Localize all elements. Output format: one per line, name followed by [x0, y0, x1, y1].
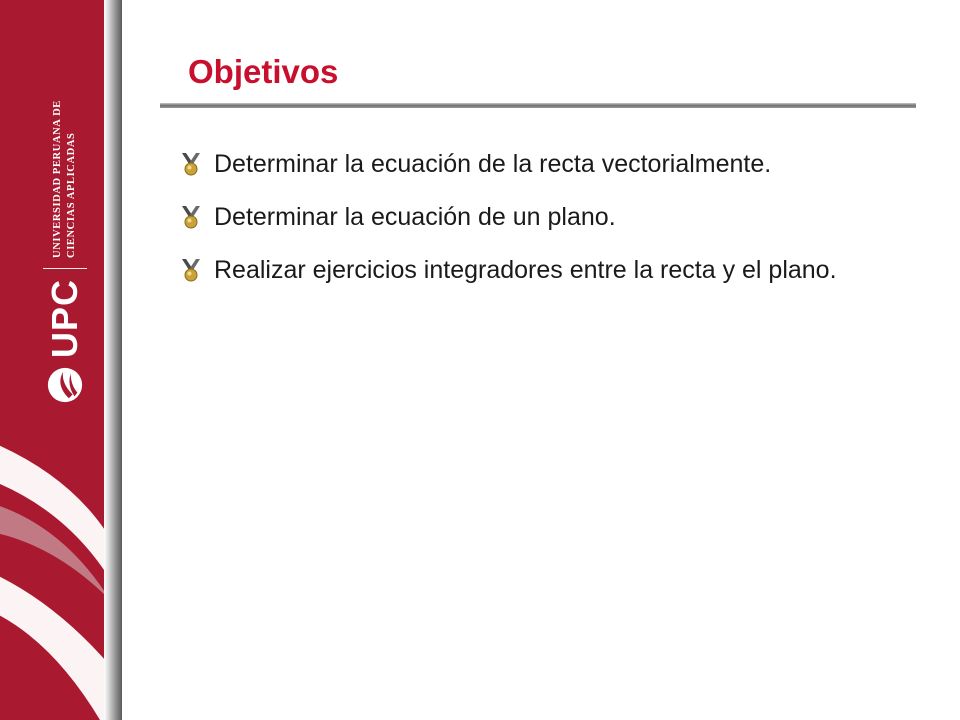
bullet-text: Realizar ejercicios integradores entre la recta y el plano. [214, 256, 837, 284]
objectives-list [178, 146, 898, 305]
logo-upc-text: UPC [44, 278, 85, 358]
list-item [178, 252, 898, 288]
slide-title: Objetivos [188, 53, 339, 90]
brand-sidebar [0, 0, 122, 720]
logo-divider [43, 268, 87, 269]
medal-bullet-icon [178, 257, 204, 283]
logo-university-name [51, 100, 79, 258]
medal-bullet-icon [178, 151, 204, 177]
logo-line-2: CIENCIAS APLICADAS [66, 132, 77, 258]
bullet-text: Determinar la ecuación de un plano. [214, 203, 616, 231]
upc-logo-mark-icon [46, 366, 84, 404]
bullet-text: Determinar la ecuación de la recta vectorialmente. [214, 150, 772, 178]
title-divider [160, 103, 916, 108]
list-item [178, 199, 898, 235]
medal-bullet-icon [178, 204, 204, 230]
logo-line-1: UNIVERSIDAD PERUANA DE [52, 100, 63, 258]
list-item [178, 146, 898, 182]
upc-logo [20, 88, 110, 408]
